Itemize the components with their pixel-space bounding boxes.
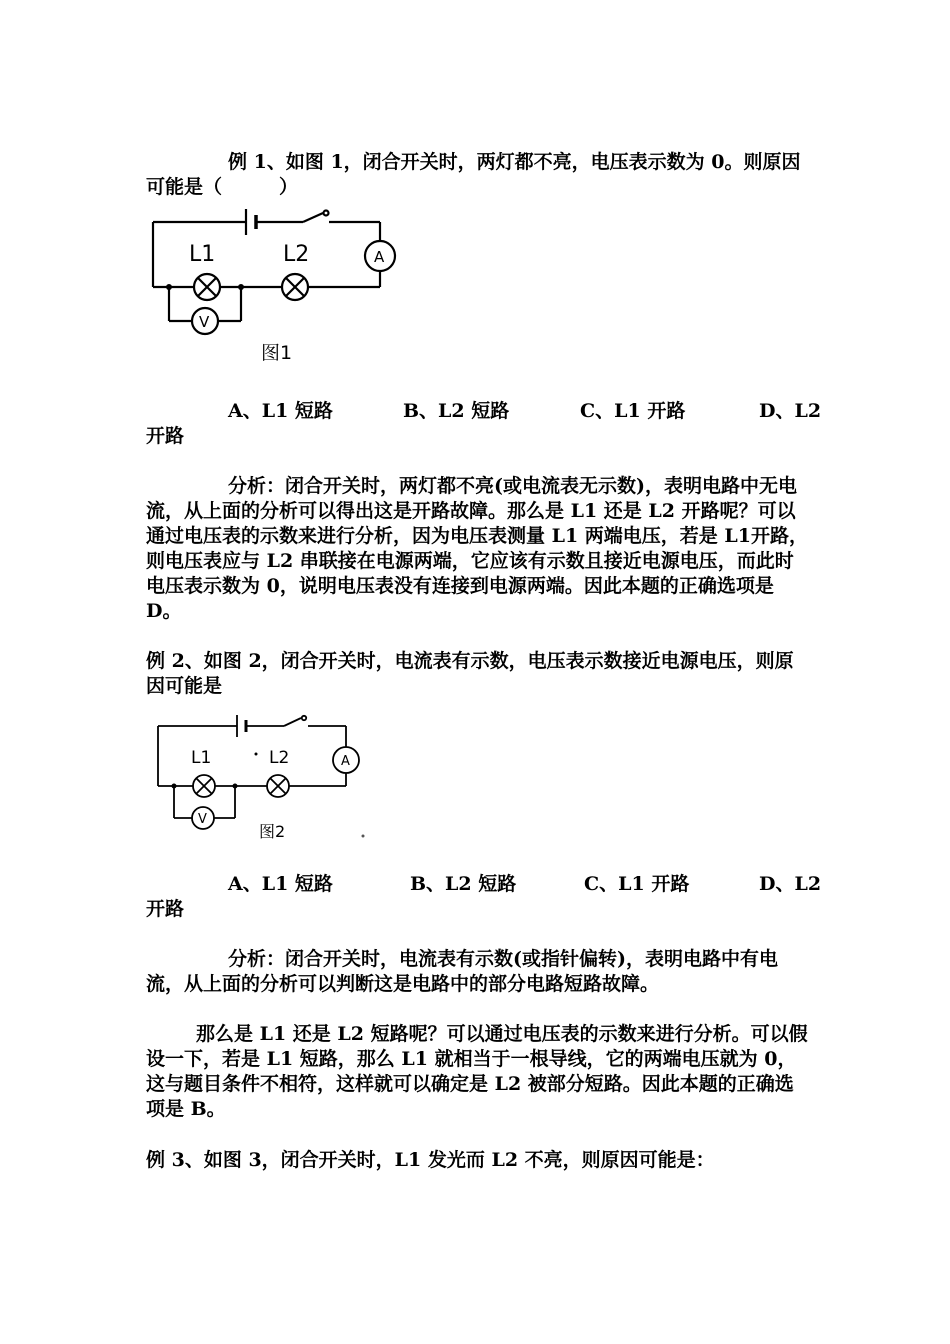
example2-question: 例 2、如图 2，闭合开关时，电流表有示数，电压表示数接近电源电压，则原因可能是 [146,650,794,697]
fig1-voltmeter-label: V [199,313,210,331]
example2-option-c: C、L1 开路 [584,873,690,895]
example1-option-a: A、L1 短路 [228,400,333,422]
example1-analysis: 分析：闭合开关时，两灯都不亮(或电流表无示数)，表明电路中无电流，从上面的分析可以得出这是开路故障。那么是 L1 还是 L2 开路呢？可以通过电压表的示数来进行分析，因为电压表测量 L1 两端电压，若是 L1开路，则电压表应与 L2 串联接在电源两端，它应该有示数且接近电源电压，而此时电压表示数为 0，说明电压表没有连接到电源两端。因此本题的正确选项是 D。 [146,475,809,622]
example1-option-c: C、L1 开路 [580,400,686,422]
example2-option-b: B、L2 短路 [410,873,517,895]
fig2-lamp1-label: L1 [191,748,212,768]
fig1-lamp2-label: L2 [283,242,310,267]
example1-option-d-wrap: 开路 [146,425,185,447]
example1-option-d: D、L2 [759,400,822,422]
fig2-caption: 图2 [259,822,286,841]
example2-option-d: D、L2 [759,873,822,895]
circuit-figure-1 [143,203,405,369]
circuit-figure-2 [143,706,373,846]
example1-question-line1: 例 1、如图 1，闭合开关时，两灯都不亮，电压表示数为 0。则原因 [228,151,801,173]
example1-option-b: B、L2 短路 [403,400,510,422]
fig1-ammeter-label: A [374,248,385,266]
example1-question-line2: 可能是（ ） [146,176,299,198]
fig1-caption: 图1 [261,342,293,364]
fig2-ammeter-label: A [341,754,350,769]
fig1-lamp1-label: L1 [189,242,216,267]
fig2-lamp2-label: L2 [269,748,290,768]
example2-analysis-continued: 那么是 L1 还是 L2 短路呢？可以通过电压表的示数来进行分析。可以假设一下，若是 L1 短路，那么 L1 就相当于一根导线，它的两端电压就为 0，这与题目条件不相符，这样就可以确定是 L2 被部分短路。因此本题的正确选项是 B。 [146,1023,808,1120]
example2-option-d-wrap: 开路 [146,898,185,920]
example2-option-a: A、L1 短路 [228,873,333,895]
fig2-voltmeter-label: V [198,812,207,827]
example3-question: 例 3、如图 3，闭合开关时，L1 发光而 L2 不亮，则原因可能是： [146,1149,715,1171]
example2-analysis: 分析：闭合开关时，电流表有示数(或指针偏转)，表明电路中有电流，从上面的分析可以判断这是电路中的部分电路短路故障。 [146,948,778,995]
